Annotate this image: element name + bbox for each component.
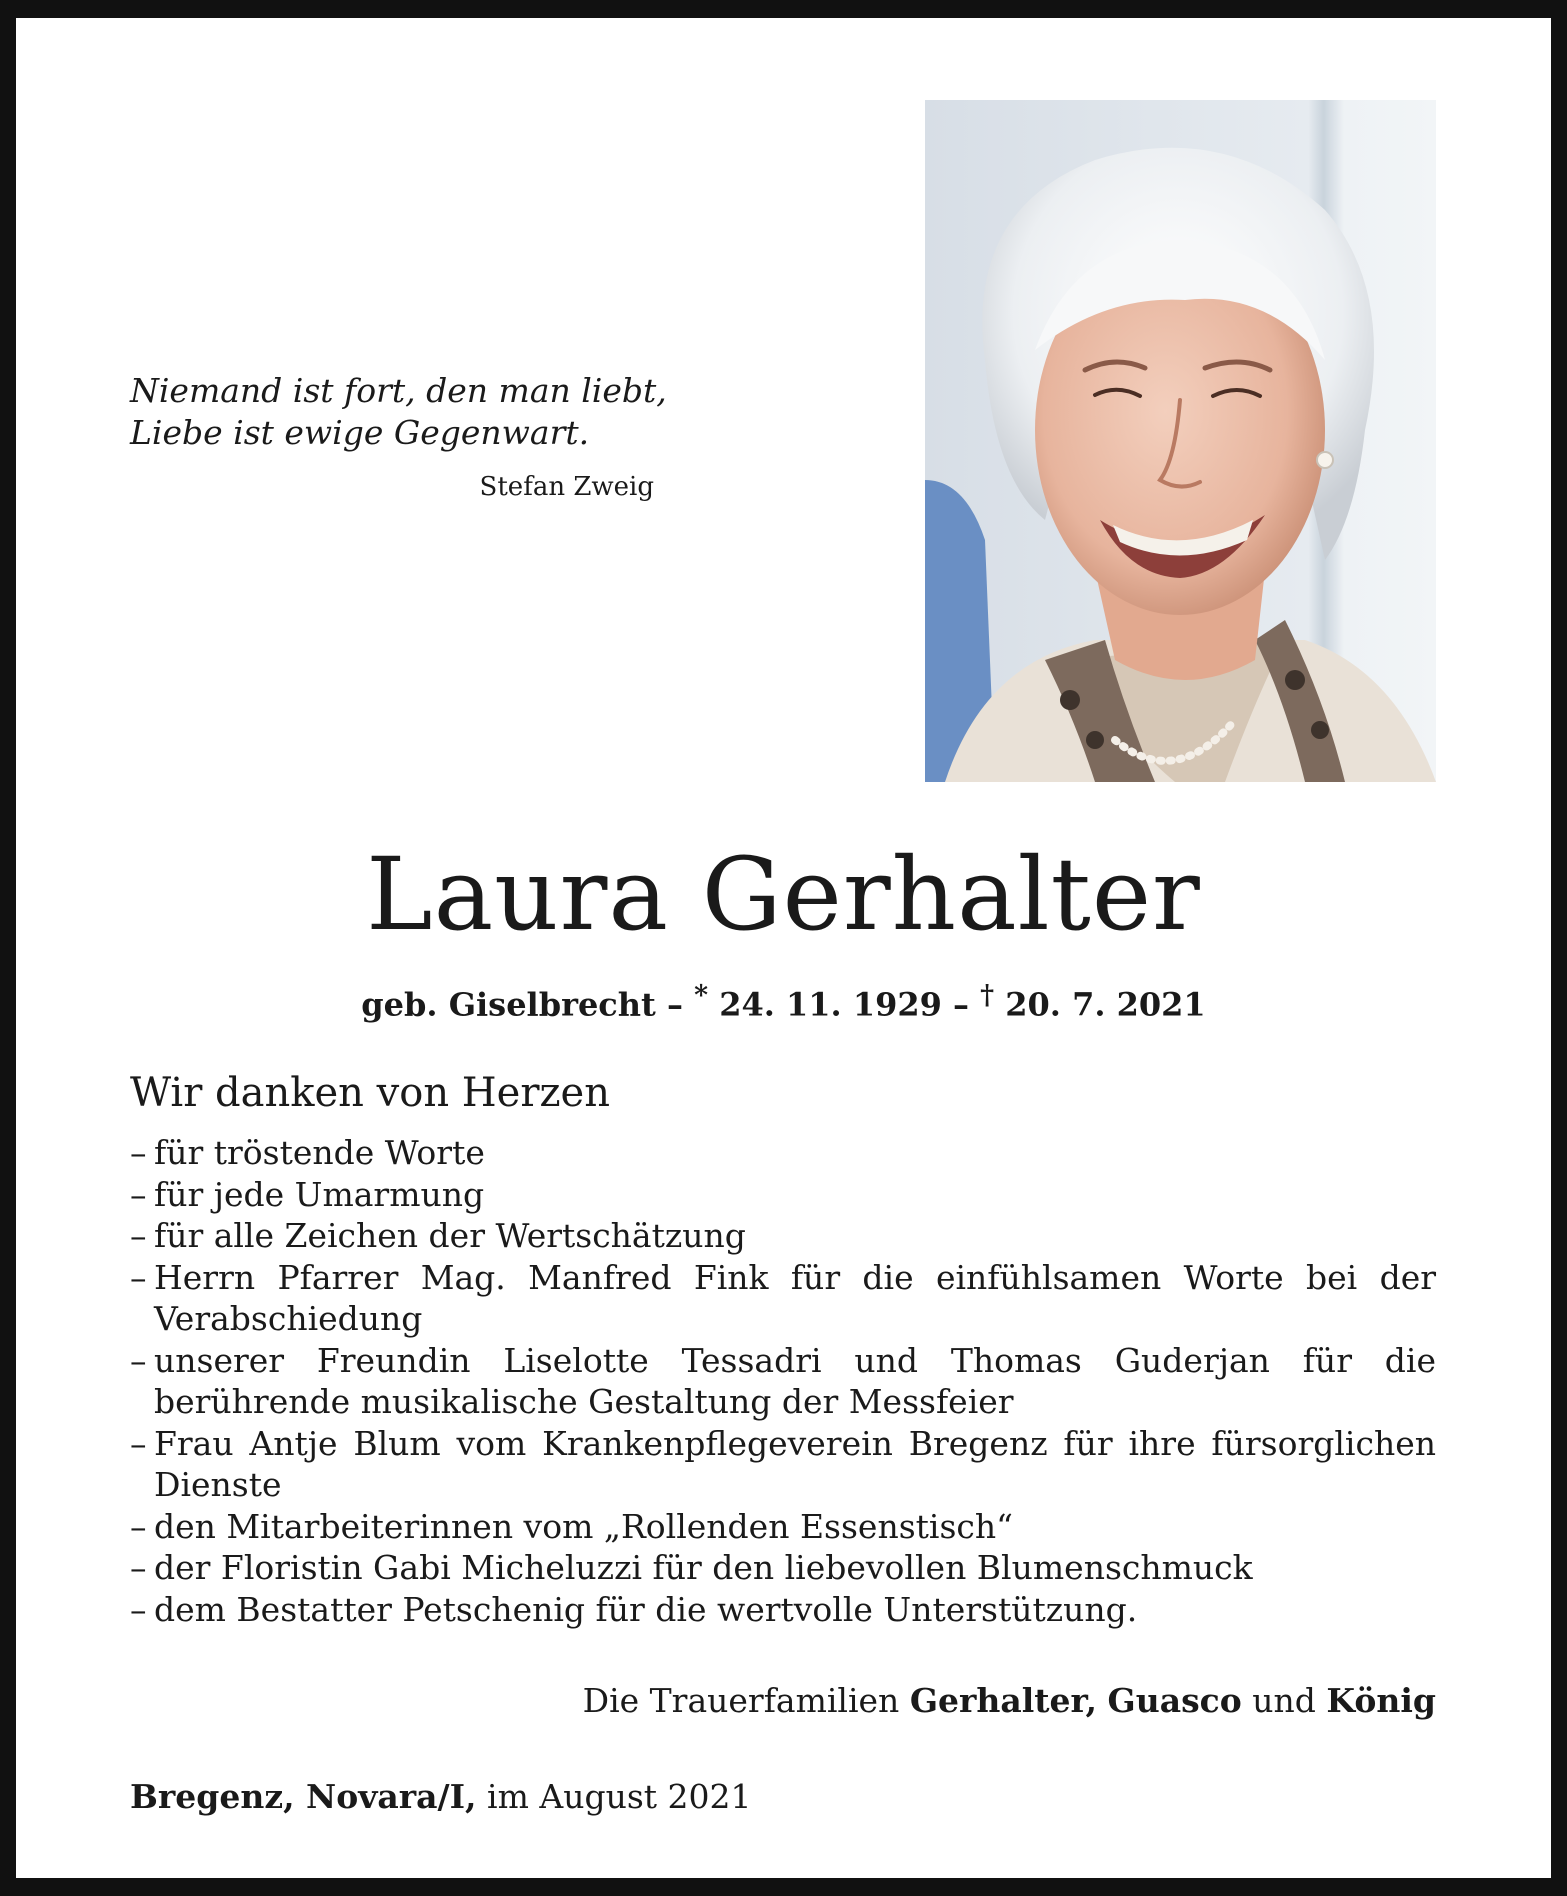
died-symbol: † (980, 980, 995, 1011)
quote-line: Liebe ist ewige Gegenwart. (130, 413, 590, 452)
portrait-photo-icon (925, 100, 1436, 782)
quote-author: Stefan Zweig (479, 472, 654, 502)
list-item-text: den Mitarbeiterinnen vom „Rollenden Essenstisch“ (154, 1506, 1013, 1546)
list-dash: – (130, 1257, 147, 1297)
list-item (130, 1132, 1436, 1174)
born-symbol: * (694, 980, 709, 1011)
quote-line: Niemand ist fort, den man liebt, (130, 371, 667, 410)
list-item-text: für alle Zeichen der Wertschätzung (154, 1216, 746, 1255)
birth-date: 24. 11. 1929 (719, 985, 942, 1024)
birth-name: geb. Giselbrecht (361, 985, 656, 1024)
place-date (130, 1775, 752, 1819)
list-item (130, 1547, 1436, 1589)
death-date: 20. 7. 2021 (1005, 985, 1206, 1024)
family-signature (130, 1679, 1436, 1723)
list-item-text: Frau Antje Blum vom Krankenpflegeverein Bregenz für ihre fürsorglichen Dienste (154, 1423, 1436, 1504)
list-dash: – (130, 1506, 147, 1546)
portrait-photo (925, 100, 1436, 782)
list-dash: – (130, 1133, 147, 1172)
list-item (130, 1423, 1436, 1506)
list-item-text: Herrn Pfarrer Mag. Manfred Fink für die einfühlsamen Worte bei der Verabschiedung (154, 1257, 1436, 1338)
memorial-quote (130, 370, 670, 454)
list-item-text: für jede Umarmung (154, 1174, 485, 1214)
list-dash: – (130, 1216, 147, 1255)
date: im August 2021 (487, 1777, 752, 1816)
list-dash: – (130, 1340, 147, 1380)
thanks-heading: Wir danken von Herzen (130, 1070, 610, 1116)
separator: – (655, 985, 695, 1024)
list-item (130, 1506, 1436, 1548)
list-item (130, 1257, 1436, 1340)
place: Bregenz, Novara/I, (130, 1777, 477, 1816)
birth-death-line (0, 976, 1567, 1025)
list-item (130, 1340, 1436, 1423)
signature-conjunction: und (1252, 1681, 1316, 1720)
list-item (130, 1174, 1436, 1216)
list-dash: – (130, 1548, 147, 1587)
list-dash: – (130, 1589, 147, 1629)
list-dash: – (130, 1423, 147, 1463)
list-item-text: für tröstende Worte (154, 1133, 485, 1172)
deceased-name: Laura Gerhalter (366, 836, 1201, 953)
list-item-text: dem Bestatter Petschenig für die wertvolle Unterstützung. (154, 1589, 1138, 1629)
signature-prefix: Die Trauerfamilien (582, 1681, 900, 1720)
list-item (130, 1589, 1436, 1631)
list-item (130, 1215, 1436, 1257)
list-item-text: der Floristin Gabi Micheluzzi für den liebevollen Blumenschmuck (154, 1548, 1253, 1587)
list-dash: – (130, 1174, 147, 1214)
family-name: Guasco (1107, 1681, 1242, 1720)
thanks-list (130, 1132, 1436, 1630)
separator: – (941, 985, 981, 1024)
list-item-text: unserer Freundin Liselotte Tessadri und Thomas Guderjan für die berührende musikalische Gestaltung der Messfeier (154, 1340, 1436, 1421)
family-name: Gerhalter, (909, 1681, 1098, 1720)
family-name: König (1326, 1681, 1436, 1720)
